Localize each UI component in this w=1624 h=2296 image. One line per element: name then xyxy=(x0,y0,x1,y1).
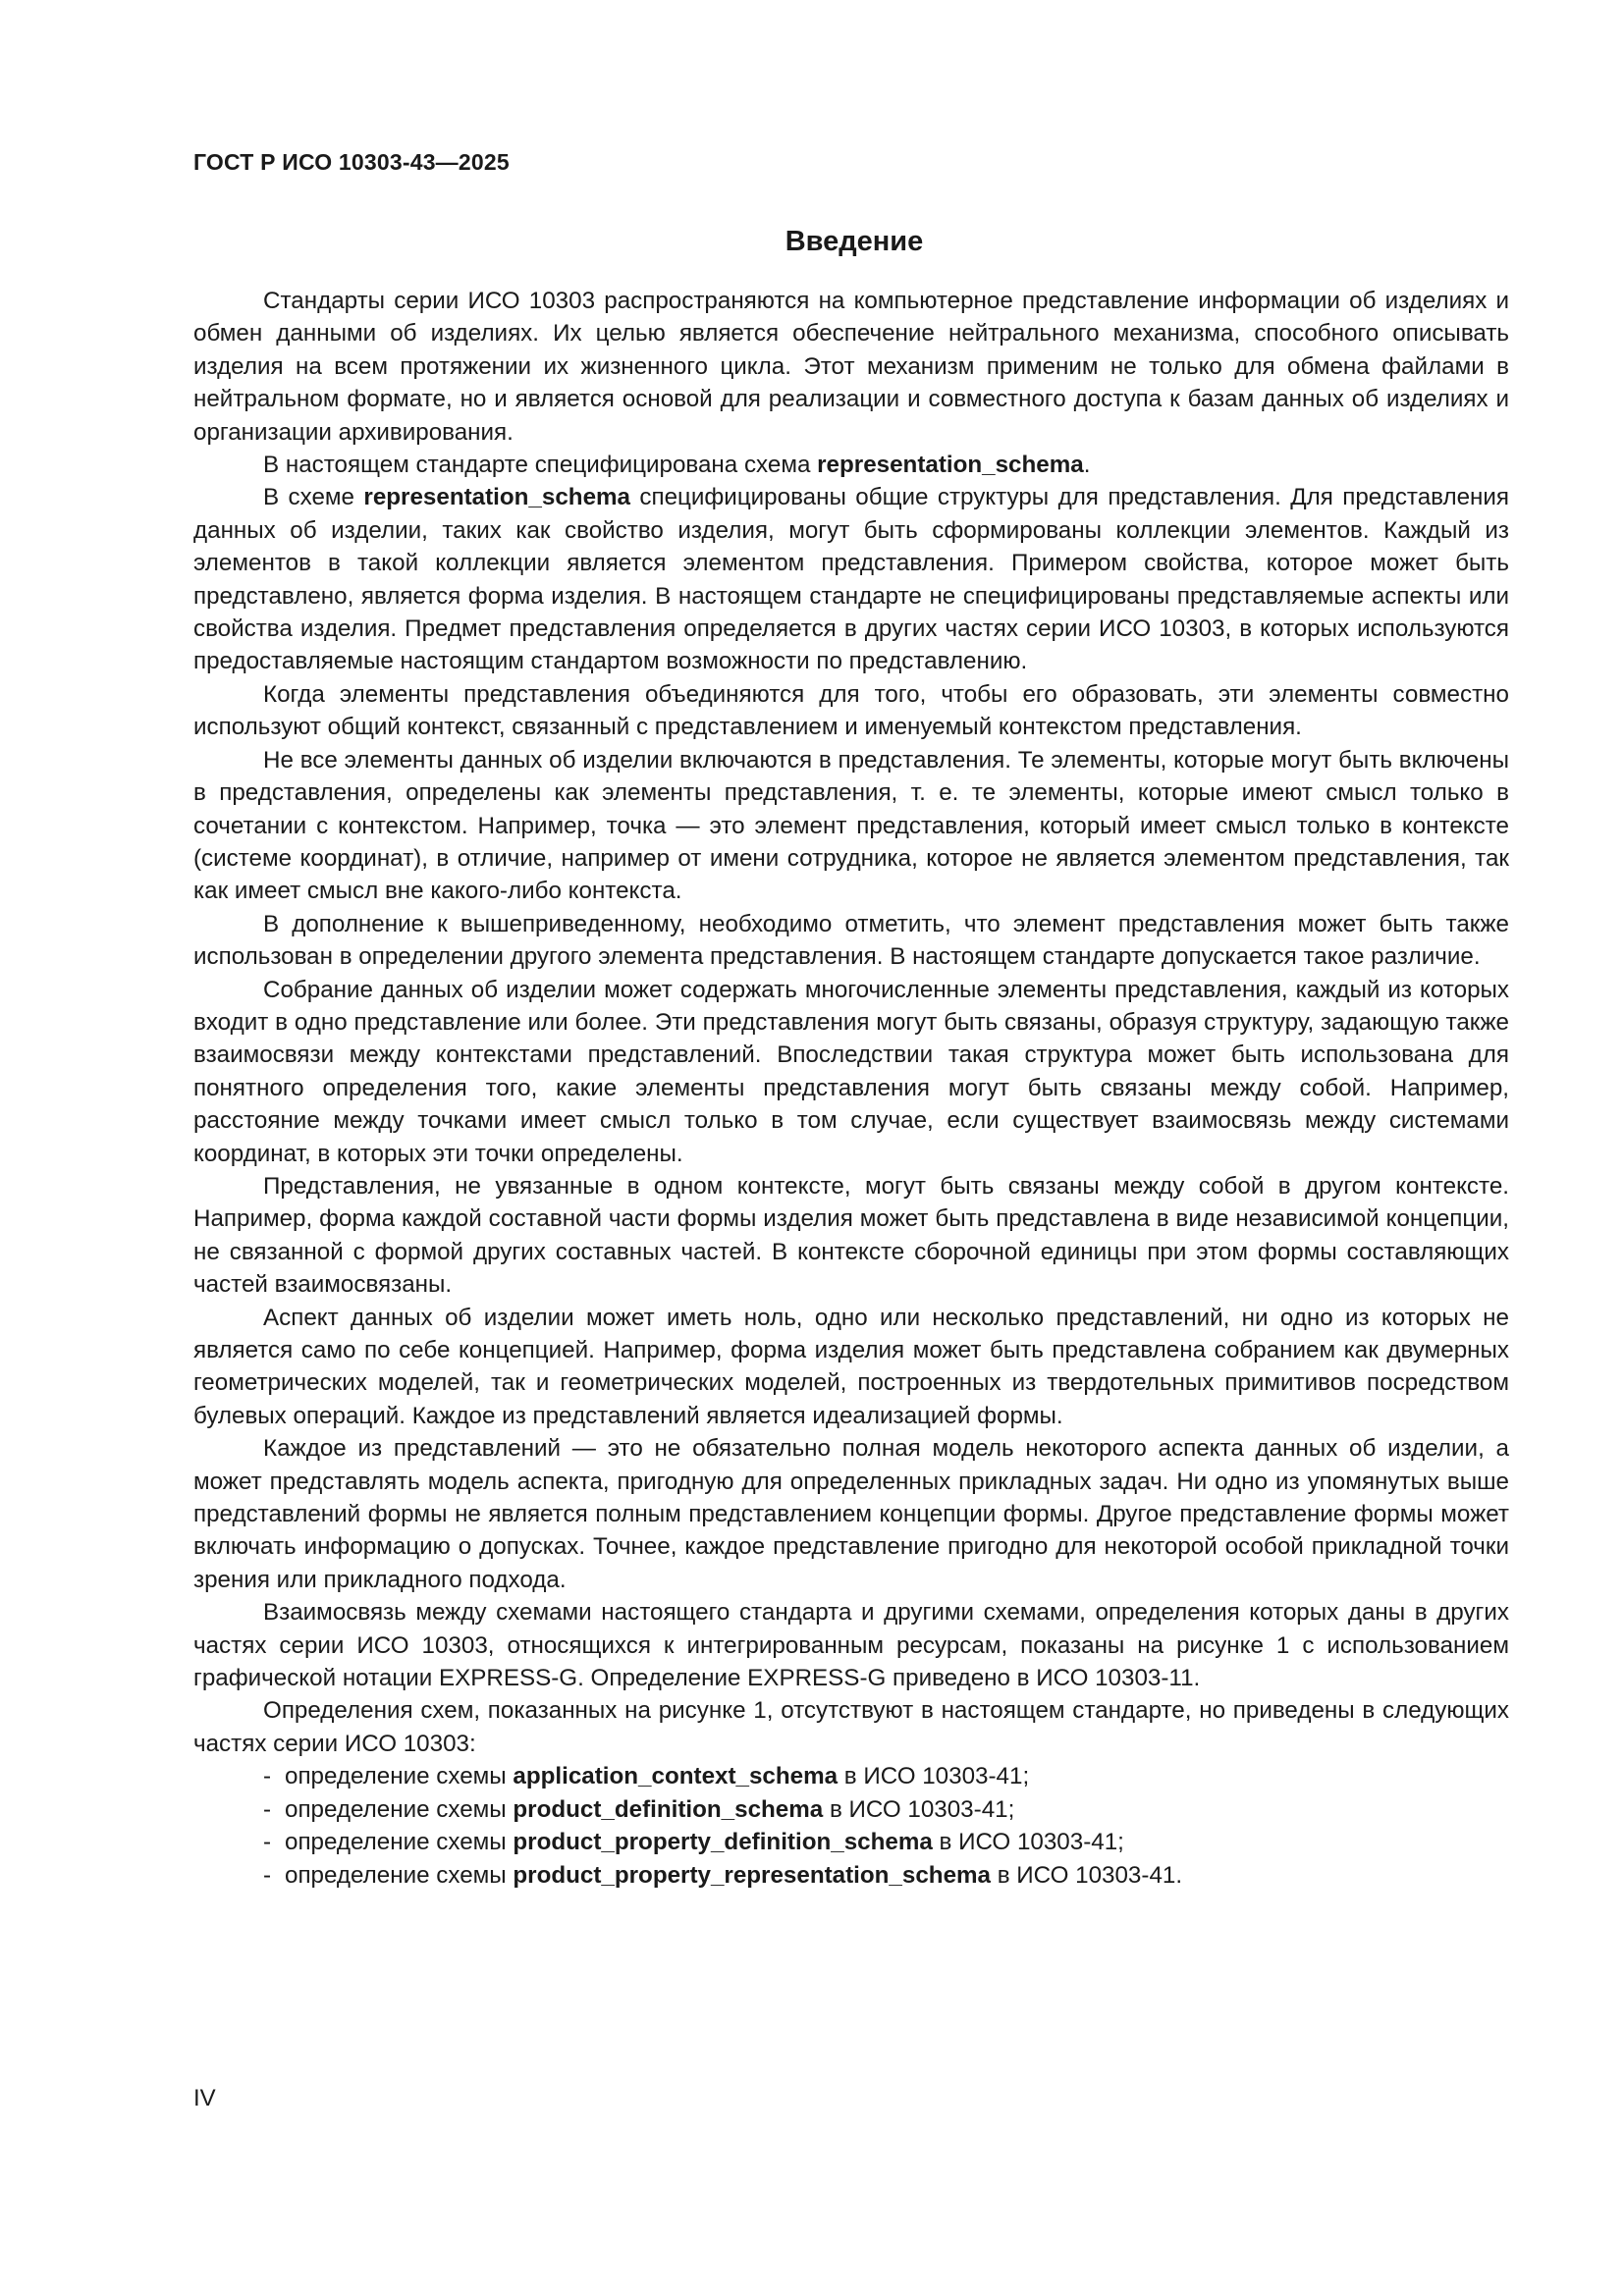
paragraph: Не все элементы данных об изделии включаются в представления. Те элементы, которые могут быть включены в представления, определены как элементы представления, т. е. те элементы, которые имеют смысл только в сочетании с контекстом. Например, точка — это элемент представления, который имеет смысл только в контексте (системе координат), в отличие, например от имени сотрудника, которое не является элементом представления, так как имеет смысл вне какого-либо контекста. xyxy=(193,746,1509,905)
definition-list xyxy=(193,1760,1509,1892)
list-dash: - xyxy=(263,1795,272,1823)
list-item-text: определение схемы xyxy=(285,1795,514,1823)
page-title: Введение xyxy=(785,226,924,257)
list-item-text: определение схемы xyxy=(285,1861,514,1889)
paragraph: В дополнение к вышеприведенному, необходимо отметить, что элемент представления может быть также использован в определении другого элемента представления. В настоящем стандарте допускается такое различие. xyxy=(193,910,1509,971)
page-number: IV xyxy=(193,2085,216,2111)
paragraph: Аспект данных об изделии может иметь ноль, одно или несколько представлений, ни одно из которых не является само по себе концепцией. Например, форма изделия может быть представлена собранием как двумерных геометрических моделей, так и геометрических моделей, построенных из твердотельных примитивов посредством булевых операций. Каждое из представлений является идеализацией формы. xyxy=(193,1304,1509,1429)
schema-name: representation_schema xyxy=(363,484,630,511)
list-item-text: в ИСО 10303-41; xyxy=(838,1763,1030,1790)
paragraph: Взаимосвязь между схемами настоящего стандарта и другими схемами, определения которых даны в других частях серии ИСО 10303, относящихся к интегрированным ресурсам, показаны на рисунке 1 с использованием графической нотации EXPRESS-G. Определение EXPRESS-G приведено в ИСО 10303-11. xyxy=(193,1599,1509,1692)
schema-name: product_property_definition_schema xyxy=(513,1829,933,1856)
paragraph: Определения схем, показанных на рисунке 1, отсутствуют в настоящем стандарте, но приведены в следующих частях серии ИСО 10303: xyxy=(193,1697,1509,1757)
list-item-text: в ИСО 10303-41; xyxy=(823,1795,1015,1823)
paragraph: Собрание данных об изделии может содержать многочисленные элементы представления, каждый из которых входит в одно представление или более. Эти представления могут быть связаны, образуя структуру, задающую также взаимосвязи между контекстами представлений. Впоследствии такая структура может быть использована для понятного определения того, какие элементы представления могут быть связаны между собой. Например, расстояние между точками имеет смысл только в том случае, если существует взаимосвязь между системами координат, в которых эти точки определены. xyxy=(193,976,1509,1167)
paragraph: Когда элементы представления объединяются для того, чтобы его образовать, эти элементы совместно используют общий контекст, связанный с представлением и именуемый контекстом представления. xyxy=(193,680,1509,741)
schema-name: representation_schema xyxy=(817,452,1084,479)
list-dash: - xyxy=(263,1763,272,1790)
list-item xyxy=(193,1826,1509,1858)
list-item xyxy=(193,1760,1509,1792)
list-item-text: в ИСО 10303-41; xyxy=(932,1829,1124,1856)
list-item xyxy=(193,1793,1509,1826)
paragraph-text: специфицированы общие структуры для представления. Для представления данных об изделии, таких как свойство изделия, могут быть сформированы коллекции элементов. Каждый из элементов в такой коллекции является элементом представления. Примером свойства, которое может быть представлено, является форма изделия. В настоящем стандарте не специфицированы представляемые аспекты или свойства изделия. Предмет представления определяется в других частях серии ИСО 10303, в которых используются предоставляемые настоящим стандартом возможности по представлению. xyxy=(193,484,1509,675)
list-item-text: в ИСО 10303-41. xyxy=(990,1861,1183,1889)
list-item-text: определение схемы xyxy=(285,1829,514,1856)
paragraph: Стандарты серии ИСО 10303 распространяются на компьютерное представление информации об изделиях и обмен данными об изделиях. Их целью является обеспечение нейтрального механизма, способного описывать изделия на всем протяжении их жизненного цикла. Этот механизм применим не только для обмена файлами в нейтральном формате, но и является основой для реализации и совместного доступа к базам данных об изделиях и организации архивирования. xyxy=(193,288,1509,446)
paragraph xyxy=(193,449,1509,481)
document-header: ГОСТ Р ИСО 10303-43—2025 xyxy=(193,149,510,175)
schema-name: product_definition_schema xyxy=(513,1795,824,1823)
paragraph xyxy=(193,481,1509,677)
list-dash: - xyxy=(263,1829,272,1856)
list-item-text: определение схемы xyxy=(285,1763,514,1790)
paragraph-text: . xyxy=(1083,452,1091,479)
paragraph: Представления, не увязанные в одном контексте, могут быть связаны между собой в другом контексте. Например, форма каждой составной части формы изделия может быть представлена в виде независимой концепции, не связанной с формой других составных частей. В контексте сборочной единицы при этом формы составляющих частей взаимосвязаны. xyxy=(193,1172,1509,1299)
list-item xyxy=(193,1859,1509,1892)
paragraph: Каждое из представлений — это не обязательно полная модель некоторого аспекта данных об изделии, а может представлять модель аспекта, пригодную для определенных прикладных задач. Ни одно из упомянутых выше представлений формы не является полным представлением концепции формы. Другое представление формы может включать информацию о допусках. Точнее, каждое представление пригодно для некоторой особой прикладной точки зрения или прикладного подхода. xyxy=(193,1435,1509,1593)
paragraph-text: В схеме xyxy=(263,484,364,511)
list-dash: - xyxy=(263,1861,272,1889)
schema-name: product_property_representation_schema xyxy=(513,1861,991,1889)
body-text xyxy=(193,285,1509,1892)
schema-name: application_context_schema xyxy=(513,1763,839,1790)
paragraph-text: В настоящем стандарте специфицирована схема xyxy=(263,452,818,479)
